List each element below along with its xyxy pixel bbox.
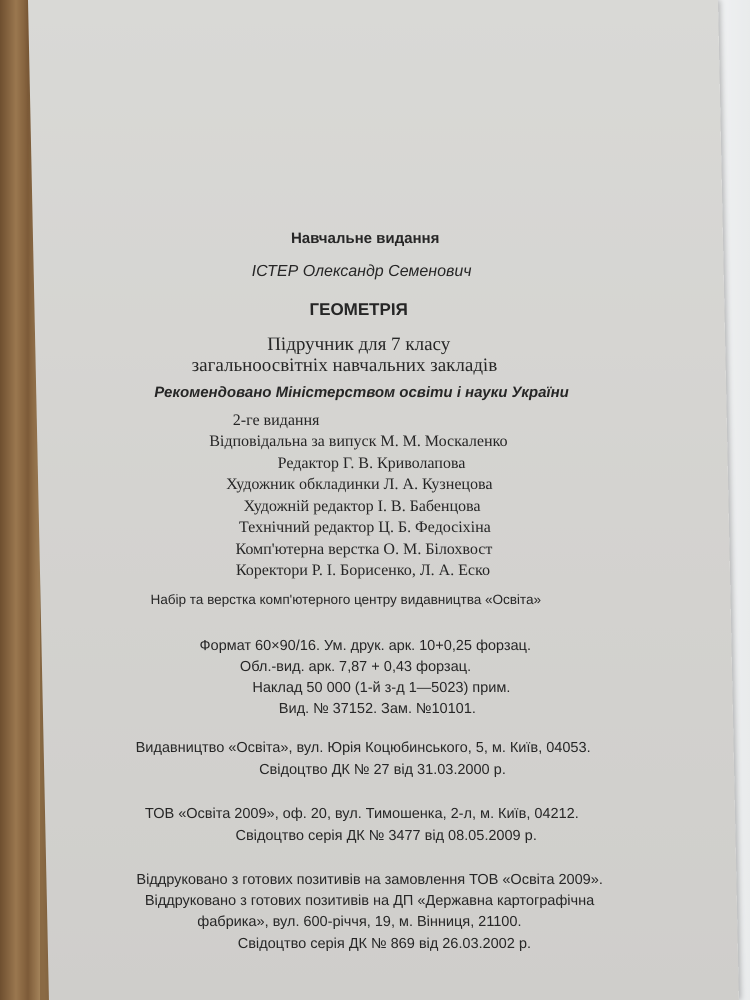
print-line: фабрика», вул. 600-річчя, 19, м. Вінниця, 21100. [197,914,522,930]
credit-line: Художник обкладинки Л. А. Кузнецова [225,476,493,493]
credit-line: Редактор Г. В. Криволапова [277,455,466,472]
credit-line: Відповідальна за випуск М. М. Москаленко [209,433,508,450]
print-line: Свідоцтво серія ДК № 869 від 26.03.2002 р. [237,936,532,952]
print-line: Віддруковано з готових позитивів на замовлення ТОВ «Освіта 2009». [136,872,604,888]
book-title: ГЕОМЕТРІЯ [309,300,409,319]
format-line: Наклад 50 000 (1-й з-д 1—5023) прим. [252,680,511,696]
publisher-address: Видавництво «Освіта», вул. Юрія Коцюбинського, 5, м. Київ, 04053. [135,740,591,756]
tov-address: ТОВ «Освіта 2009», оф. 20, вул. Тимошенка, 2-л, м. Київ, 04212. [144,806,579,822]
typesetting-note: Набір та верстка комп'ютерного центру видавництва «Освіта» [150,592,542,607]
recommendation: Рекомендовано Міністерством освіти і науки України [154,384,570,401]
subtitle-schools: загальноосвітніх навчальних закладів [191,355,498,376]
credit-line: Технічний редактор Ц. Б. Федосіхіна [238,519,491,536]
print-line: Віддруковано з готових позитивів на ДП «Державна картографічна [144,893,595,909]
credit-line: Коректори Р. І. Борисенко, Л. А. Еско [235,562,491,579]
format-line: Формат 60×90/16. Ум. друк. арк. 10+0,25 форзац. [199,638,532,654]
author-name: ІСТЕР Олександр Семенович [251,263,472,280]
tov-certificate: Свідоцтво серія ДК № 3477 від 08.05.2009 р. [235,828,537,844]
book-page [28,0,739,1000]
edition-type: Навчальне видання [290,230,440,247]
publisher-certificate: Свідоцтво ДК № 27 від 31.03.2000 р. [258,762,506,778]
format-line: Вид. № 37152. Зам. №10101. [278,701,477,717]
credit-line: Художній редактор І. В. Бабенцова [243,498,481,515]
subtitle-grade: Підручник для 7 класу [266,334,451,355]
edition-number: 2-ге видання [232,412,320,429]
format-line: Обл.-вид. арк. 7,87 + 0,43 форзац. [239,659,472,675]
credit-line: Комп'ютерна верстка О. М. Білохвост [235,541,493,558]
